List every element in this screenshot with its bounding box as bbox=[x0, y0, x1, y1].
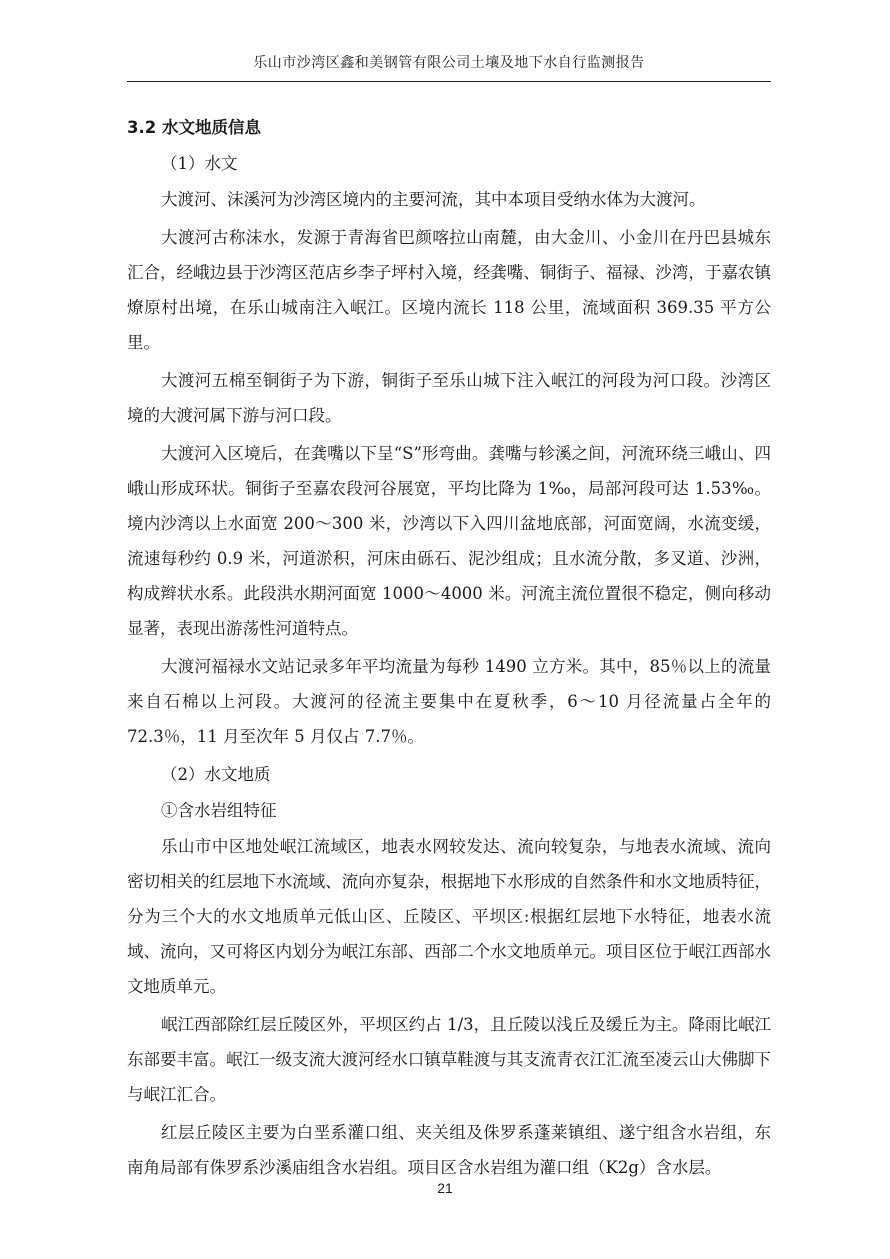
aquifer-subheading: ①含水岩组特征 bbox=[161, 801, 277, 820]
hydrogeology-heading: （2）水文地质 bbox=[161, 765, 271, 784]
page-header: 乐山市沙湾区鑫和美钢管有限公司土壤及地下水自行监测报告 bbox=[253, 55, 645, 71]
paragraph: 大渡河、沫溪河为沙湾区境内的主要河流，其中本项目受纳水体为大渡河。 bbox=[161, 190, 706, 209]
paragraph: 大渡河福禄水文站记录多年平均流量为每秒 1490 立方米。其中，85％以上的流量来自石棉以上河段。大渡河的径流主要集中在夏秋季，6～10 月径流量占全年的 72.3％，11 月至次年 5 月仅占 7.7％。 bbox=[127, 657, 771, 746]
paragraph: 红层丘陵区主要为白垩系灌口组、夹关组及侏罗系蓬莱镇组、遂宁组含水岩组，东南角局部有侏罗系沙溪庙组含水岩组。项目区含水岩组为灌口组（K2g）含水层。 bbox=[127, 1123, 771, 1177]
paragraph: 大渡河五棉至铜街子为下游，铜街子至乐山城下注入岷江的河段为河口段。沙湾区境的大渡河属下游与河口段。 bbox=[127, 371, 771, 425]
paragraph: 乐山市中区地处岷江流域区，地表水网较发达、流向较复杂，与地表水流域、流向密切相关的红层地下水流域、流向亦复杂，根据地下水形成的自然条件和水文地质特征，分为三个大的水文地质单元低山区、丘陵区、平坝区:根据红层地下水特征，地表水流域、流向，又可将区内划分为岷江东部、西部二个水文地质单元。项目区位于岷江西部水文地质单元。 bbox=[127, 837, 771, 996]
hydrology-heading: （1）水文 bbox=[161, 154, 238, 173]
section-heading: 3.2 水文地质信息 bbox=[127, 118, 261, 137]
paragraph: 大渡河古称沫水，发源于青海省巴颜喀拉山南麓，由大金川、小金川在丹巴县城东汇合，经峨边县于沙湾区范店乡李子坪村入境，经龚嘴、铜街子、福禄、沙湾，于嘉农镇燎原村出境，在乐山城南注入岷江。区境内流长 118 公里，流域面积 369.35 平方公里。 bbox=[127, 228, 771, 352]
paragraph: 大渡河入区境后，在龚嘴以下呈“S”形弯曲。龚嘴与轸溪之间，河流环绕三峨山、四峨山形成环状。铜街子至嘉农段河谷展宽，平均比降为 1‰，局部河段可达 1.53‰。境内沙湾以上水面宽 200～300 米，沙湾以下入四川盆地底部，河面宽阔，水流变缓，流速每秒约 0.9 米，河道淤积，河床由砾石、泥沙组成；且水流分散，多叉道、沙洲，构成辫状水系。此段洪水期河面宽 1000～4000 米。河流主流位置很不稳定，侧向移动显著，表现出游荡性河道特点。 bbox=[127, 444, 771, 638]
paragraph: 岷江西部除红层丘陵区外，平坝区约占 1/3，且丘陵以浅丘及缓丘为主。降雨比岷江东部要丰富。岷江一级支流大渡河经水口镇草鞋渡与其支流青衣江汇流至凌云山大佛脚下与岷江汇合。 bbox=[127, 1015, 771, 1104]
document-body bbox=[127, 110, 771, 1188]
header-divider bbox=[127, 81, 771, 82]
page-number: 21 bbox=[437, 1180, 453, 1196]
